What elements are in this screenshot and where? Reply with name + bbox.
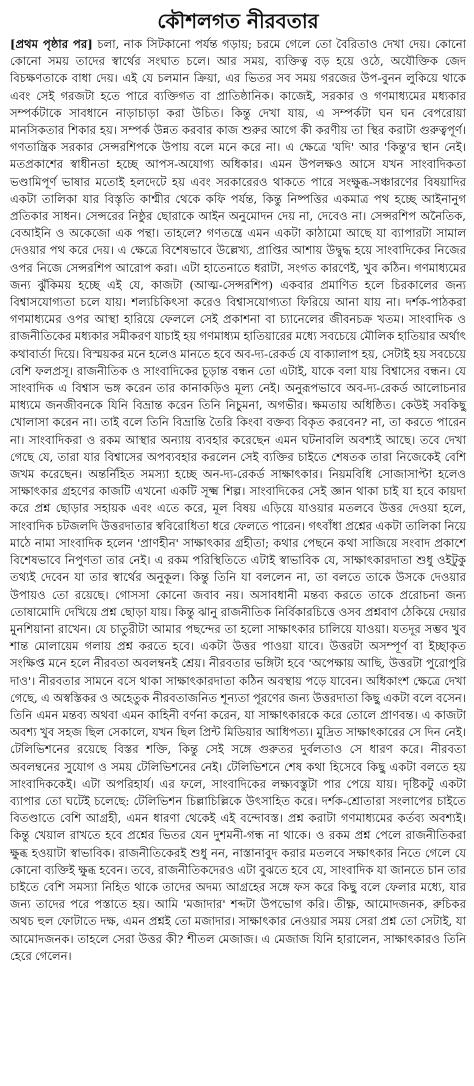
article-headline: কৌশলগত নীরবতার xyxy=(157,9,319,33)
cut-off-top-line xyxy=(10,0,466,8)
continuation-kicker: [প্রথম পৃষ্ঠার পর] xyxy=(10,37,93,51)
article-body xyxy=(10,36,466,965)
article-text: চলা, নাক সিটকানো পর্যন্ত গড়ায়; চরমে গেলে তো বৈরিতাও দেখা দেয়। কোনো কোনো সময় তাদের স্বার্থের সংঘাত চলে। আর সময়, ব্যক্তিত্ব বড় হয়ে ওঠে, অযৌক্তিক জেদ বিচক্ষণতাকে বাধা দেয়। এই যে চলমান ক্রিয়া, এর ভিতর সব সময় গরজের উপ-বুনন লুকিয়ে থাকে এবং সেই গরজটা হতে পারে ব্যক্তিগত বা প্রাতিষ্ঠানিক। কাজেই, সরকার ও গণমাধ্যমের মধ্যকার সম্পর্কটাকে সাবধানে নাড়াচাড়া করা উচিত। কিন্তু দেখা যায়, এ সম্পর্কটা ঘন ঘন বেপরোয়া মানসিকতার শিকার হয়। সম্পর্ক উন্নত করবার কাজ শুরুর আগে কী করণীয় তা স্থির করাটা গুরুত্বপূর্ণ। গণতান্ত্রিক সরকার সেন্সরশিপকে উপায় বলে মনে করে না। এ ক্ষেত্রে 'যদি' আর 'কিন্তু'র স্থান নেই। মতপ্রকাশের স্বাধীনতা হচ্ছে আপস-অযোগ্য অধিকার। এমন উপলক্ষও আসে যখন সাংবাদিকতা ভণ্ডামিপূর্ণ ভাষার মতোই হলদেটে হয় এবং সরকারেরও থাকতে পারে সংক্ষুব্ধ-সঞ্চারণের বিষয়াদির একটা তালিকা যার বিস্তৃতি কাশ্মীর থেকে কফি পর্যন্ত, কিন্তু নিষ্পত্তির একমাত্র পথ হচ্ছে আইনানুগ প্রতিকার সাধন। সেন্সরের নিষ্ঠুর ছোরাকে আইন অনুমোদন দেয় না, দেবেও না। সেন্সরশিপ অনৈতিক, বেআইনি ও অকেজো এক পন্থা। তাহলে? গণতন্ত্রে এমন একটা কাঠামো আছে যা ব্যাপারটা সামাল দেওয়ার পথ করে দেয়। এ ক্ষেত্রে বিশেষভাবে উল্লেখ্য, প্রাপ্তির আশায় উদ্বুদ্ধ হয়ে সাংবাদিকের নিজের ওপর নিজে সেন্সরশিপ আরোপ করা। এটা হাতেনাতে ধরাটা, সংগত কারণেই, খুব কঠিন। গণমাধ্যমের জন্য ঝুঁকিময় হচ্ছে এই যে, কাজটা (আত্ম-সেন্সরশিপ) একবার প্রমাণিত হলে চিরকালের জন্য বিশ্বাসযোগ্যতা চলে যায়। শল্যচিকিৎসা করেও বিশ্বাসযোগ্যতা ফিরিয়ে আনা যায় না। দর্শক-পাঠকরা গণমাধ্যমের ওপর আস্থা হারিয়ে ফেললে সেই প্রকাশনা বা চ্যানেলের জীবনচক্র খতম। সাংবাদিক ও রাজনীতিকের মধ্যকার সমীকরণ যাচাই হয় গণমাধ্যম হাতিয়ারের মধ্যে সবচেয়ে মৌলিক হাতিয়ার অর্থাৎ কথাবার্তা দিয়ে। বিস্ময়কর মনে হলেও মানতে হবে অব-দ্য-রেকর্ড যে বাক্যালাপ হয়, সেটাই হয় সবচেয়ে বেশি ফলপ্রসূ। রাজনীতিক ও সাংবাদিকের চূড়ান্ত বন্ধন তো এটাই, যাকে বলা যায় বিশ্বাসের বন্ধন। যে সাংবাদিক এ বিশ্বাস ভঙ্গ করেন তার কানাকড়িও মূল্য নেই। অনুরূপভাবে অব-দ্য-রেকর্ড আলোচনার মাধ্যমে জনজীবনকে যিনি বিভ্রান্ত করেন তিনি নিচুমনা, অগভীর। ক্ষমতায় অধিষ্ঠিত। কেউই সবকিছু খোলাসা করেন না। তাই বলে তিনি বিভ্রান্তি তৈরি কিংবা বক্তব্য বিকৃত করবেন? না, তা করতে পারেন না। সাংবাদিকরা ও রকম আস্থার অন্যায় ব্যবহার করেছেন এমন ঘটনাবলি অবশ্যই আছে। তবে দেখা গেছে যে, তারা যার বিশ্বাসের অপব্যবহার করলেন সেই ব্যক্তির চাইতে শেষতক তারা নিজেকেই বেশি জখম করেছেন। অন্তর্নিহিত সমস্যা হচ্ছে অন-দ্য-রেকর্ড সাক্ষাৎকার। নিয়মবিধি সোজাসাপ্টা হলেও সাক্ষাৎকার গ্রহণের কাজটি এখনো একটি সূক্ষ্ম শিল্প। সাংবাদিকের সেই জ্ঞান থাকা চাই যা হবে কায়দা করে প্রশ্ন ছোড়ার সহায়ক এবং এতে করে, মূল বিষয় এড়িয়ে যাওয়ার মতলবে উত্তর দেওয়া হলে, সাংবাদিক চটজলদি উত্তরদাতার স্ববিরোধিতা ধরে ফেলতে পারেন। গৎবাঁধা প্রশ্নের একটা তালিকা নিয়ে মাঠে নামা সাংবাদিক হলেন 'প্রাণহীন' সাক্ষাৎকার গ্রহীতা; কথার পেছনে কথা সাজিয়ে সংবাদ প্রকাশে বিশেষভাবে নিপুণতা তার নেই। এ রকম পরিস্থিতিতে এটাই স্বাভাবিক যে, সাক্ষাৎকারদাতা শুধু ওইটুকু তথ্যই দেবেন যা তার স্বার্থের অনুকূল। কিন্তু তিনি যা বললেন না, তা বলতে তাকে উসকে দেওয়ার উপায়ও তো রয়েছে। গোসসা কোনো জবাব নয়। অসাবধানী মন্তব্য করতে তাকে প্ররোচনা জন্য তোষামোদি দেখিয়ে প্রশ্ন ছোড়া যায়। কিন্তু ঝানু রাজনীতিক নির্বিকারচিত্তে ওসব প্রশ্নবাণ ঠেকিয়ে দেয়ার মুনশিয়ানা রাখেন। যে চাতুরীটা আমার পছন্দের তা হলো সাক্ষাৎকার চালিয়ে যাওয়া। যতদূর সম্ভব খুব শান্ত মোলায়েম গলায় প্রশ্ন করতে হবে। একটা উত্তর পাওয়া যাবে। উত্তরটা অসম্পূর্ণ বা ইচ্ছাকৃত সংক্ষিপ্ত মনে হলে নীরবতা অবলম্বনই শ্রেয়। নীরবতার ভঙ্গিটা হবে 'অপেক্ষায় আছি, উত্তরটা পুরোপুরি দাও'। নীরবতার সামনে বসে থাকা সাক্ষাৎকারদাতা কঠিন অবস্থায় পড়ে যাবেন। অধিকাংশ ক্ষেত্রে দেখা গেছে, এ অস্বস্তিকর ও অহেতুক নীরবতাজনিত শূন্যতা পূরণের জন্য উত্তরদাতা কিছু একটা বলে বসেন। তিনি এমন মন্তব্য অথবা এমন কাহিনী বর্ণনা করেন, যা সাক্ষাৎকারকে করে তোলে প্রাণবন্ত। এ কাজটা অবশ্য খুব সহজ ছিল সেকালে, যখন ছিল প্রিন্ট মিডিয়ার আধিপত্য। মুদ্রিত সাক্ষাৎকারের সে দিন নেই। টেলিভিশনের রয়েছে বিস্তর শক্তি, কিন্তু সেই সঙ্গে গুরুতর দুর্বলতাও সে ধারণ করে। নীরবতা অবলম্বনের সুযোগ ও সময় টেলিভিশনের নেই। টেলিভিশনে শেষ কথা হিসেবে কিছু একটা বলতে হয় সাংবাদিককেই। এটা অপরিহার্য। এর ফলে, সাংবাদিকের লক্ষ্যবস্তুটা পার পেয়ে যায়। দৃষ্টিকটু একটা ব্যাপার তো ঘটেই চলেছে: টেলিভিশন চিল্লাচিল্লিকে উৎসাহিত করে। দর্শক-শ্রোতারা সংলাপের চাইতে বিতণ্ডাতে বেশি আগ্রহী, এমন ধারণা থেকেই এই বন্দোবস্ত। প্রশ্ন করাটা গণমাধ্যমের কর্তব্য অবশ্যই। কিন্তু খেয়াল রাখতে হবে প্রশ্নের ভিতর যেন দুশমনী-গন্ধ না থাকে। ও রকম প্রশ্ন পেলে রাজনীতিকরা ক্ষুব্ধ হওয়াটা স্বাভাবিক। রাজনীতিকেরই শুধু নন, নাস্তানাবুদ করার মতলবে সক্ষাৎকার নিতে গেলে যে কোনো ব্যক্তিই ক্ষুব্ধ হবেন। তবে, রাজনীতিকদেরও এটা বুঝতে হবে যে, সাংবাদিক যা জানতে চান তার চাইতে বেশি সমস্যা নিহিত থাকে তাদের অদম্য আগ্রহের সঙ্গে ফস করে কিছু বলে ফেলার মধ্যে, যার জন্য তাদের পরে পস্তাতে হয়। আমি 'মজাদার' শব্দটা উপভোগ করি। তীক্ষ্ণ, আমোদজনক, রুচিকর অথচ হুল ফোটাতে দক্ষ, এমন প্রশ্নই তো মজাদার। সাক্ষাৎকার নেওয়ার সময় সেরা প্রশ্ন তো সেটাই, যা আমোদজনক। তাহলে সেরা উত্তর কী? শীতল মেজাজ। এ মেজাজ যিনি হারালেন, সাক্ষাৎকারও তিনি হেরে গেলেন। xyxy=(10,37,466,963)
